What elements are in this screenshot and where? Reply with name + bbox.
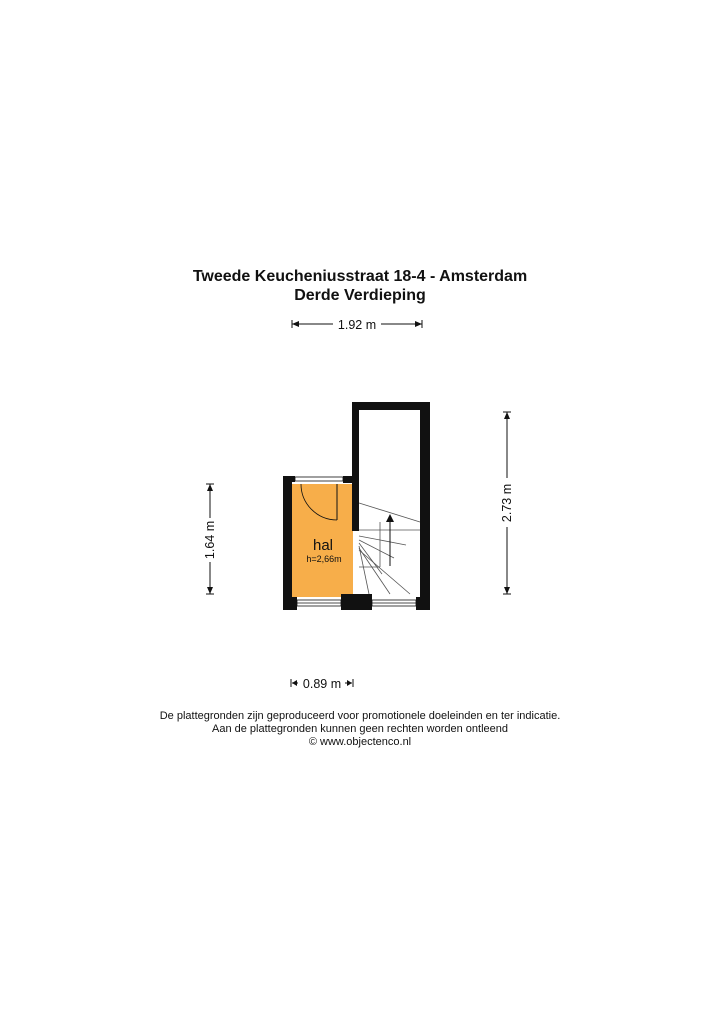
room-ceiling-height: h=2,66m [306, 554, 342, 564]
dimension-bottom-width [291, 677, 353, 691]
disclaimer-line-2: Aan de plattegronden kunnen geen rechten worden ontleend [211, 723, 508, 735]
window-bottom-left [297, 600, 341, 606]
plan-title: Tweede Keucheniusstraat 18-4 - Amsterdam [192, 268, 528, 285]
copyright-line: © www.objectenco.nl [308, 736, 412, 748]
disclaimer-line-1: De plattegronden zijn geproduceerd voor promotionele doeleinden en ter indicatie. [159, 710, 561, 722]
dimension-top-width-label: 1.92 m [337, 318, 377, 332]
window-top [295, 477, 343, 481]
room-name: hal [312, 537, 334, 554]
dimension-right-height [500, 412, 514, 594]
floor-label: Derde Verdieping [294, 287, 426, 304]
dimension-left-height-label: 1.64 m [203, 520, 217, 560]
window-bottom-right [372, 600, 416, 606]
dimension-top-width [292, 318, 422, 332]
staircase [359, 503, 420, 594]
dimension-bottom-width-label: 0.89 m [302, 677, 342, 691]
dimension-right-height-label: 2.73 m [500, 483, 514, 523]
dimension-left-height [203, 484, 217, 594]
